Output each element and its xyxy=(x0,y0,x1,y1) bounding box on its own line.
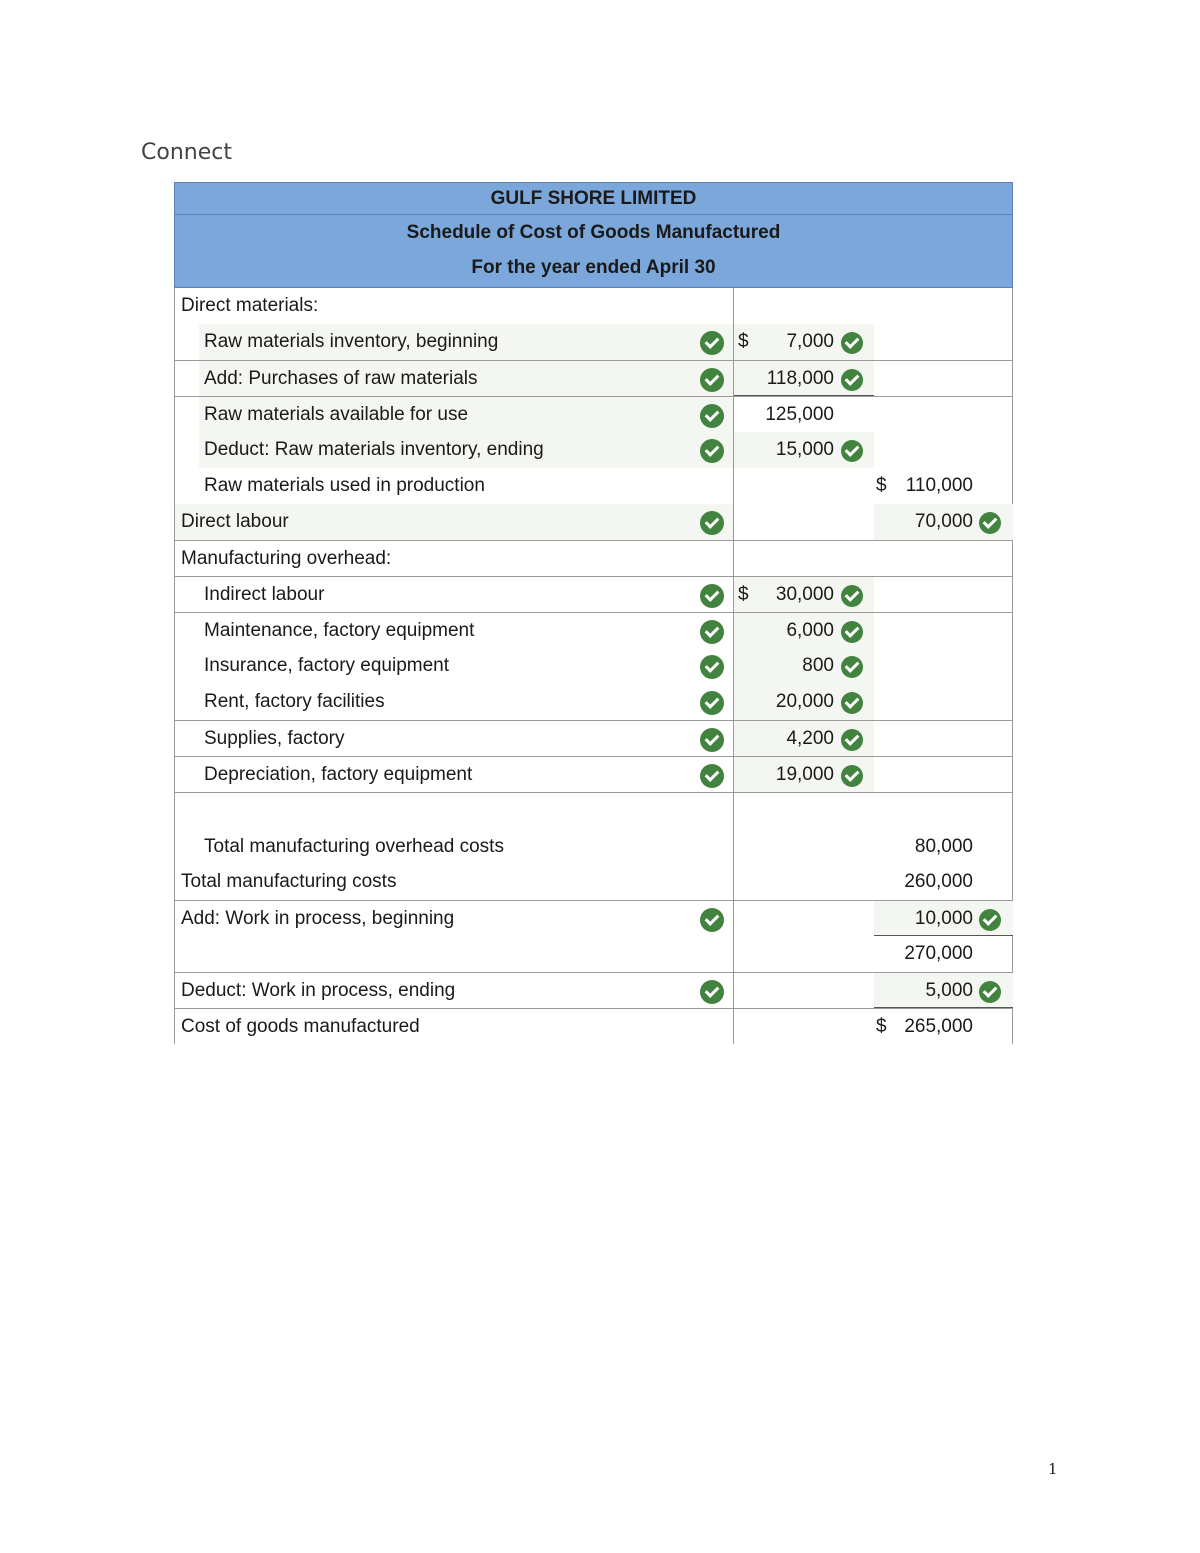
amount-cell[interactable] xyxy=(734,721,874,756)
row-label: Add: Purchases of raw materials xyxy=(204,368,478,389)
total-value: 110,000 xyxy=(905,475,973,496)
row-label: Raw materials inventory, beginning xyxy=(204,331,499,352)
check-icon xyxy=(841,765,863,787)
amount-cell[interactable] xyxy=(734,684,874,720)
total-cell[interactable] xyxy=(874,901,1013,936)
total-cell[interactable] xyxy=(874,504,1013,540)
row-total-overhead xyxy=(174,792,1013,864)
check-icon xyxy=(700,368,724,392)
row-direct-materials xyxy=(174,288,1013,324)
row-label: Add: Work in process, beginning xyxy=(181,908,455,929)
check-icon xyxy=(700,655,724,679)
amount-value: 6,000 xyxy=(786,620,834,641)
total-value: 260,000 xyxy=(904,871,973,892)
check-icon xyxy=(979,909,1001,931)
schedule-period: For the year ended April 30 xyxy=(471,257,716,278)
amount-value: 118,000 xyxy=(766,368,834,389)
row-wip-end xyxy=(174,972,1013,1008)
row-mfg-overhead xyxy=(174,540,1013,576)
total-value: 265,000 xyxy=(904,1016,973,1037)
check-icon xyxy=(700,728,724,752)
cogm-schedule xyxy=(174,182,1013,1044)
row-cogm xyxy=(174,1008,1013,1044)
row-label: Total manufacturing costs xyxy=(181,871,397,892)
check-icon xyxy=(841,369,863,391)
total-cell xyxy=(874,936,1013,972)
row-label: Insurance, factory equipment xyxy=(204,655,450,676)
company-name: GULF SHORE LIMITED xyxy=(175,183,1012,215)
check-icon xyxy=(700,584,724,608)
total-cell xyxy=(874,829,1013,865)
amount-cell[interactable] xyxy=(734,324,874,360)
schedule-title: Schedule of Cost of Goods Manufactured xyxy=(406,222,781,243)
row-direct-labour xyxy=(174,504,1013,540)
total-cell xyxy=(874,468,1013,504)
row-rm-available xyxy=(174,396,1013,432)
check-icon xyxy=(700,764,724,788)
page-heading: Connect xyxy=(141,140,232,165)
row-label: Depreciation, factory equipment xyxy=(204,764,473,785)
amount-value: 15,000 xyxy=(775,439,834,460)
row-label: Deduct: Raw materials inventory, ending xyxy=(204,439,544,460)
amount-value: 7,000 xyxy=(786,331,834,352)
row-wip-begin xyxy=(174,900,1013,936)
schedule-header xyxy=(174,182,1013,288)
row-rent xyxy=(174,684,1013,720)
check-icon xyxy=(700,908,724,932)
amount-cell xyxy=(734,397,874,432)
check-icon xyxy=(700,620,724,644)
amount-value: 4,200 xyxy=(786,728,834,749)
amount-cell[interactable] xyxy=(734,757,874,792)
check-icon xyxy=(841,692,863,714)
row-maintenance xyxy=(174,612,1013,648)
amount-value: 800 xyxy=(802,655,834,676)
row-rm-used xyxy=(174,468,1013,504)
check-icon xyxy=(979,981,1001,1003)
row-label: Supplies, factory xyxy=(204,728,345,749)
check-icon xyxy=(841,440,863,462)
row-label: Rent, factory facilities xyxy=(204,691,385,712)
dollar-sign: $ xyxy=(876,1016,887,1037)
check-icon xyxy=(700,404,724,428)
check-icon xyxy=(979,512,1001,534)
row-rm-end xyxy=(174,432,1013,468)
check-icon xyxy=(700,980,724,1004)
row-label: Total manufacturing overhead costs xyxy=(204,836,504,857)
total-cell xyxy=(874,1009,1013,1044)
row-rm-purchases xyxy=(174,360,1013,396)
check-icon xyxy=(700,439,724,463)
amount-cell[interactable] xyxy=(734,613,874,648)
amount-cell[interactable] xyxy=(734,648,874,684)
check-icon xyxy=(841,729,863,751)
total-value: 5,000 xyxy=(925,980,973,1001)
row-label: Raw materials used in production xyxy=(204,475,485,496)
total-cell xyxy=(874,864,1013,900)
total-value: 270,000 xyxy=(904,943,973,964)
row-label: Deduct: Work in process, ending xyxy=(181,980,456,1001)
row-rm-begin xyxy=(174,324,1013,360)
row-label: Direct materials: xyxy=(181,295,319,316)
total-value: 70,000 xyxy=(914,511,973,532)
dollar-sign: $ xyxy=(876,475,887,496)
page-number: 1 xyxy=(1048,1460,1058,1478)
row-label: Indirect labour xyxy=(204,584,325,605)
amount-cell[interactable] xyxy=(734,361,874,396)
check-icon xyxy=(700,691,724,715)
check-icon xyxy=(841,332,863,354)
check-icon xyxy=(841,656,863,678)
row-total-mfg xyxy=(174,864,1013,900)
row-label: Maintenance, factory equipment xyxy=(204,620,475,641)
row-depreciation xyxy=(174,756,1013,792)
check-icon xyxy=(841,621,863,643)
check-icon xyxy=(841,585,863,607)
amount-value: 30,000 xyxy=(775,584,834,605)
amount-value: 125,000 xyxy=(765,404,834,425)
row-label xyxy=(175,936,733,972)
row-insurance xyxy=(174,648,1013,684)
row-label: Manufacturing overhead: xyxy=(181,548,392,569)
dollar-sign: $ xyxy=(738,331,749,352)
total-value: 10,000 xyxy=(914,908,973,929)
total-cell[interactable] xyxy=(874,973,1013,1008)
row-label: Direct labour xyxy=(181,511,289,532)
row-subtotal xyxy=(174,936,1013,972)
check-icon xyxy=(700,331,724,355)
row-label: Cost of goods manufactured xyxy=(181,1016,420,1037)
amount-cell[interactable] xyxy=(734,577,874,612)
row-indirect-labour xyxy=(174,576,1013,612)
row-supplies xyxy=(174,720,1013,756)
check-icon xyxy=(700,511,724,535)
amount-cell[interactable] xyxy=(734,432,874,468)
amount-value: 19,000 xyxy=(775,764,834,785)
total-value: 80,000 xyxy=(914,836,973,857)
amount-value: 20,000 xyxy=(775,691,834,712)
dollar-sign: $ xyxy=(738,584,749,605)
row-label: Raw materials available for use xyxy=(204,404,469,425)
